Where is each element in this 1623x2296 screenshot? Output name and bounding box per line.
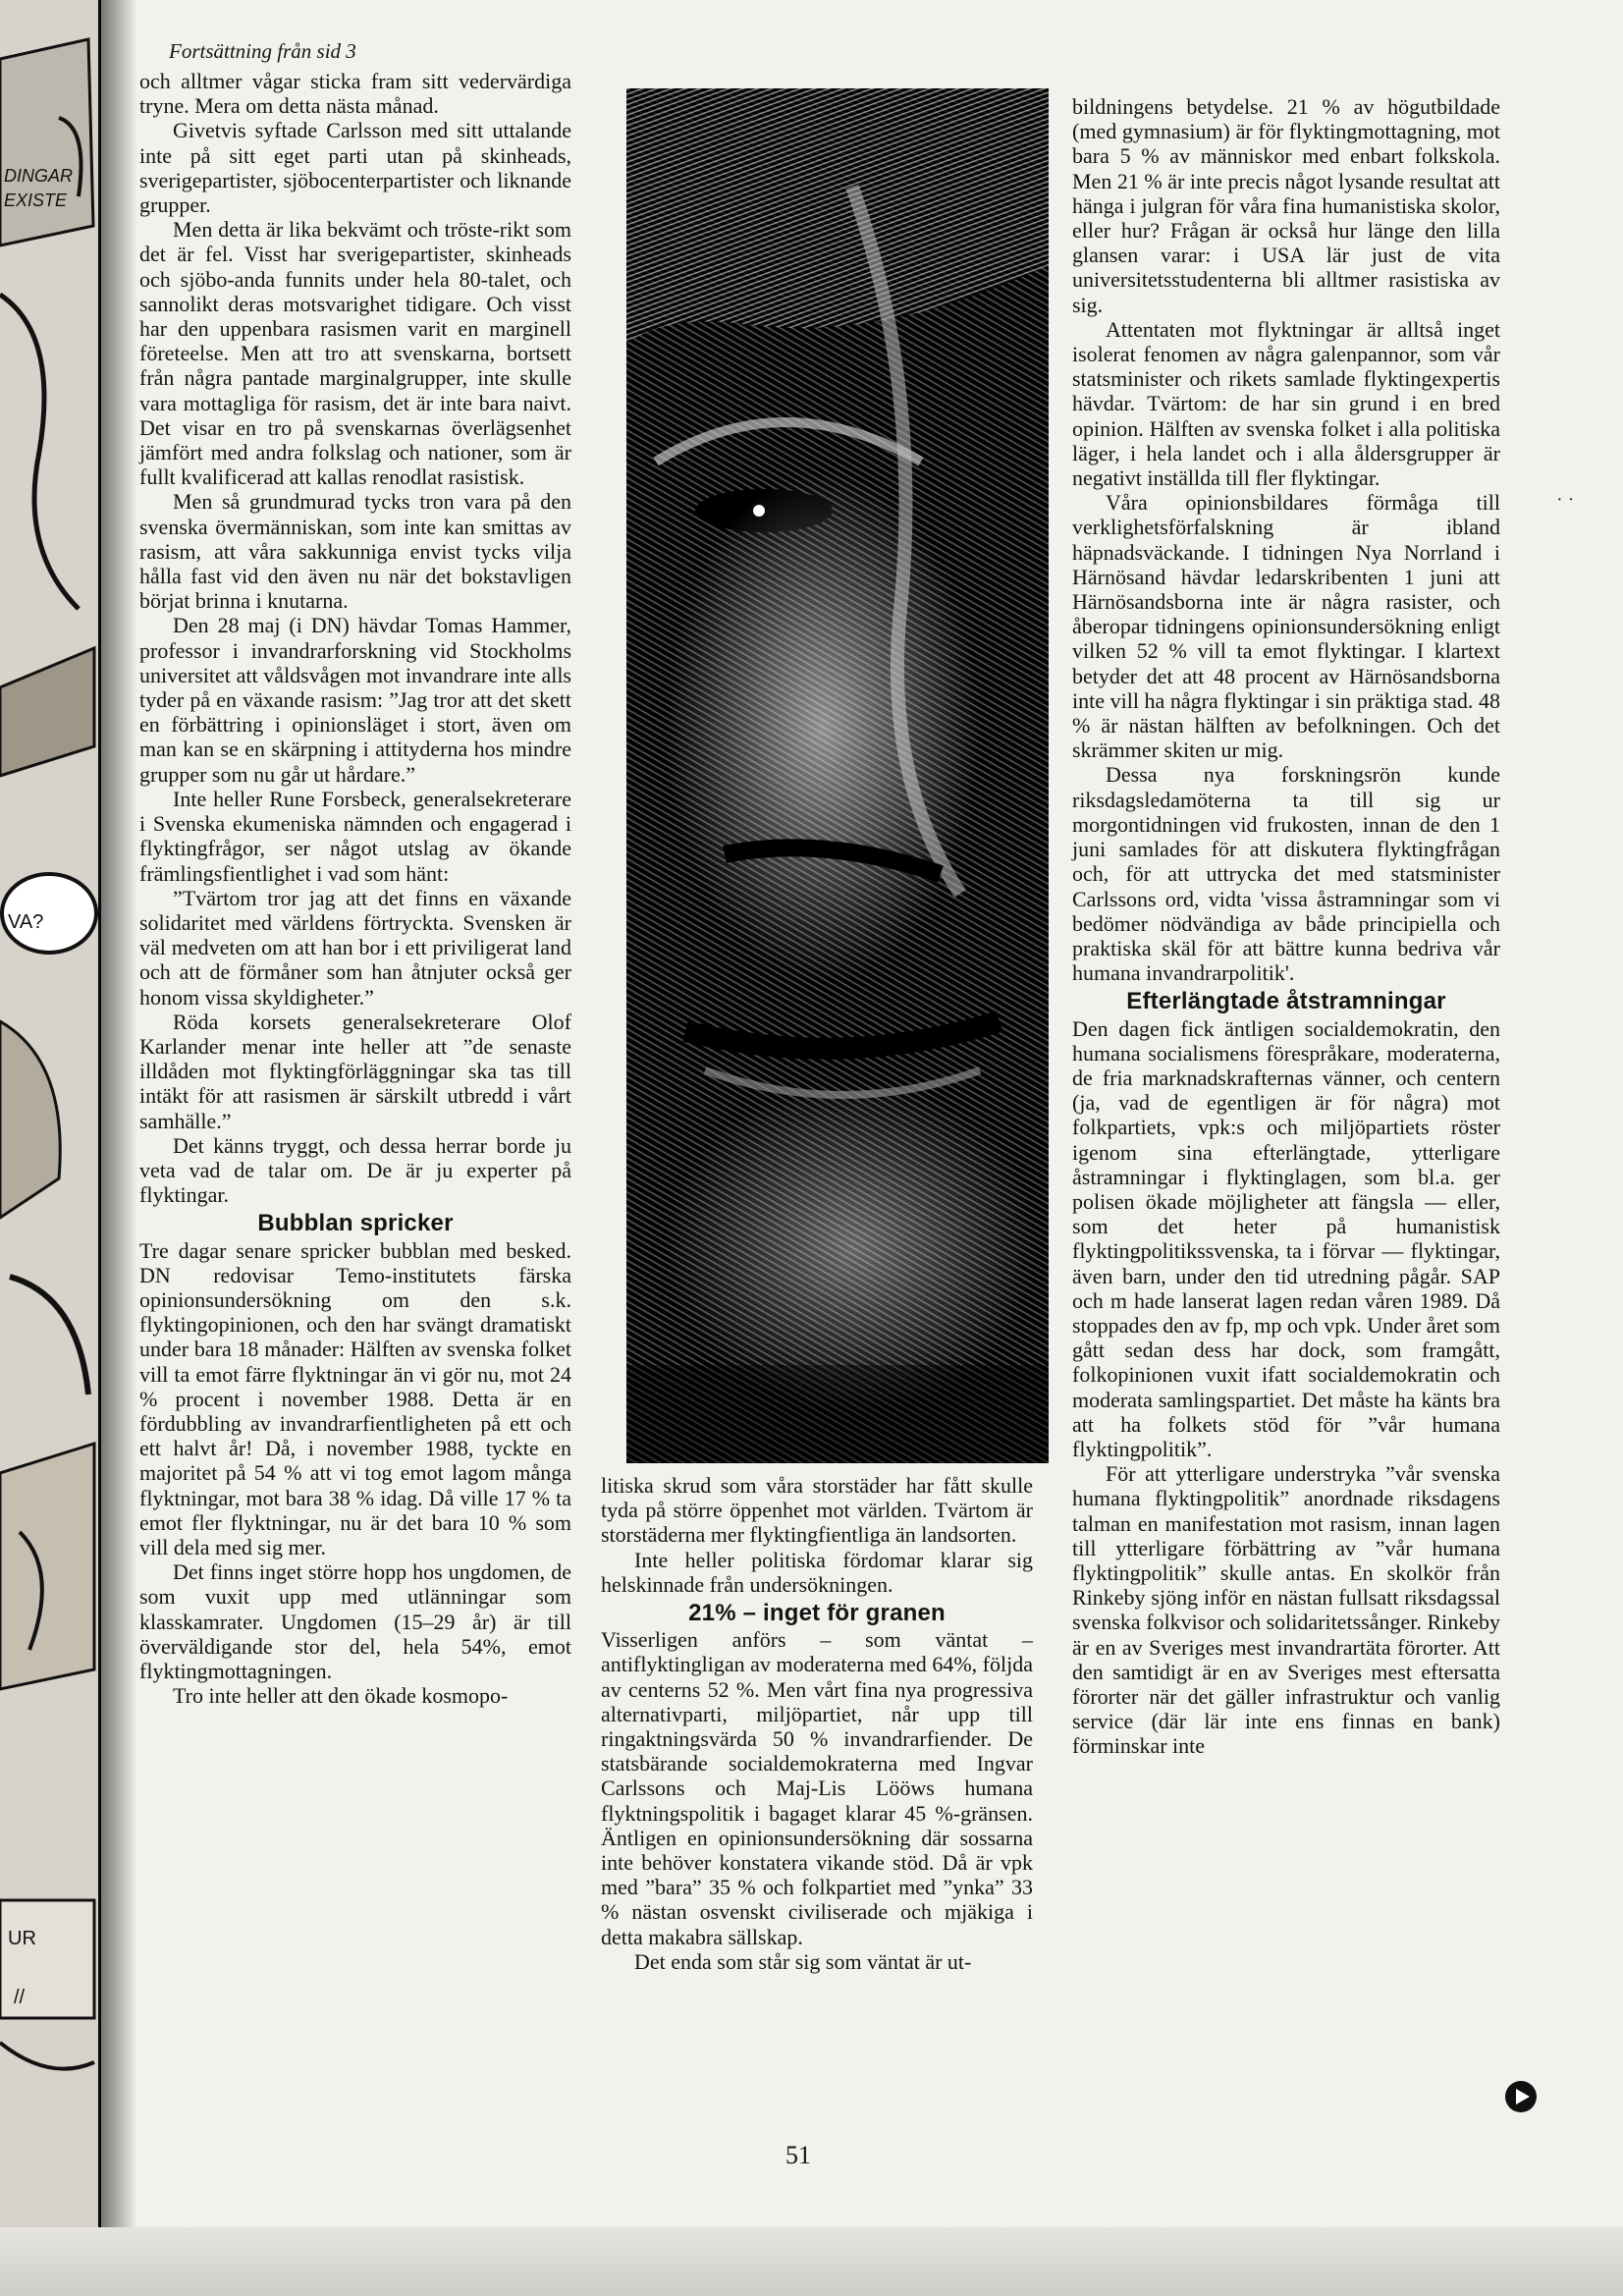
- gutter-shadow: [98, 0, 137, 2296]
- body-paragraph: Tro inte heller att den ökade kosmopo-: [173, 1683, 509, 1709]
- body-paragraph: bildningens betydelse. 21 % av högutbildade (med gymnasium) är för flyktingmottagning, mot bara 5 % av människor med enbart folkskola. Men 21 % är inte precis något lysande resultat att hänga i julgran för våra fina humanistiska skolor, eller hur? Frågan är också hur länge den lilla glansen varar: i USA lär just de vita universitetsstudenterna bli alltmer rasistiska av sig.: [1072, 94, 1500, 317]
- photo-artwork: [626, 88, 1049, 1463]
- svg-text://: //: [14, 1987, 26, 2008]
- face-halftone-photo: [626, 88, 1049, 1463]
- svg-text:DINGAR: DINGAR: [4, 166, 74, 186]
- body-paragraph: Det känns tryggt, och dessa herrar borde ju veta vad de talar om. De är ju experter på flyktingar.: [139, 1132, 571, 1208]
- section-heading: Efterlängtade åtstramningar: [1126, 988, 1446, 1015]
- scan-speck: · ·: [1556, 489, 1575, 511]
- body-paragraph: Den 28 maj (i DN) hävdar Tomas Hammer, professor i invandrarforskning vid Stockholms universitet att våldsvågen mot invandrare inte alls tyder på en växande rasism: ”Jag tror att det skett en förbättring i opinionsläget i stort, även om man kan se en skärpning i attityderna hos mindre grupper som nu går ut hårdare.”: [139, 613, 571, 787]
- body-paragraph: Det finns inget större hopp hos ungdomen, de som vuxit upp med utlänningar som klasskamrater. Ungdomen (15–29 år) är till överväldigande stor del, hela 54%, emot flyktingmottagningen.: [139, 1559, 571, 1683]
- body-paragraph: Inte heller politiska fördomar klarar sig helskinnade från undersökningen.: [601, 1547, 1033, 1597]
- body-paragraph: litiska skrud som våra storstäder har fått skulle tyda på större öppenhet mot världen. Tvärtom är storstäderna mer flyktingfientliga än landsorten.: [601, 1473, 1033, 1548]
- body-paragraph: Inte heller Rune Forsbeck, generalsekreterare i Svenska ekumeniska nämnden och engagerad i flyktingfrågor, ser något utslag av ökande främlingsfientlighet i vad som hänt:: [139, 786, 571, 886]
- text-column-3: [1072, 94, 1500, 1759]
- body-paragraph: För att ytterligare understryka ”vår svenska humana flyktingpolitik” anordnade riksdagens talman en manifestation mot rasism, innan lagen till ytterligare förbättring av ”vår humana flyktingpolitik” skulle antas. En skolkör från Rinkeby sjöng inför en nästan fullsatt riksdagssal svenska folkvisor och solidaritetssånger. Rinkeby är en av Sveriges mest invandrartäta förorter. Att den samtidigt är en av Sveriges mest eftersatta förorter när det gäller infrastruktur och vanlig service (där lär inte ens finnas en bank) förminskar inte: [1072, 1461, 1500, 1759]
- body-paragraph: Våra opinionsbildares förmåga till verklighetsförfalskning är ibland häpnadsväckande. I tidningen Nya Norrland i Härnösand hävdar ledarskribenten 1 juni att Härnösandsborna inte är några rasister, och åberopar tidningens opinionsundersökning enligt vilken 52 % vill ta emot flyktingar. I klartext betyder det att 48 procent av Härnösandsborna inte vill ha några flyktingar i sin präktiga stad. 48 % är nästan hälften av befolkningen. Och det skrämmer skiten ur mig.: [1072, 490, 1500, 763]
- body-paragraph: Den dagen fick äntligen socialdemokratin, den humana socialismens förespråkare, moderaterna, de fria marknadskrafternas vänner, och centern (ja, vad de egentligen är för några) mot folkpartiets, vpk:s och miljöpartiets röster igenom sina efterlängtade, ytterligare åstramningar i flyktinglagen, som bl.a. ger polisen ökade möjligheter att fängsla — eller, som det heter på humanistisk flyktingpolitikssvenska, ta i förvar — flyktingar, även barn, under den tid utredning pågår. SAP och m hade lanserat lagen redan våren 1989. Då stoppades den av fp, mp och vpk. Under året som gått sedan dess har dock, som framgått, folkopinionen vuxit ifatt socialdemokratin och moderata samlingspartiet. Det måste ha känts bra att ha folkets stöd för ”vår humana flyktingpolitik”.: [1072, 1015, 1500, 1461]
- body-paragraph: Men detta är lika bekvämt och tröste-rikt som det är fel. Visst har sverigepartister, skinheads och sjöbo-anda funnits under hela 80-talet, och sannolikt deras motsvarighet tidigare. Och visst har den uppenbara rasismen varit en marginell företeelse. Men att tro att svenskarna, bortsett från några pantade marginalgrupper, inte skulle vara mottagliga för rasism, det är inte bara naivt. Det visar en tro på svenskarnas överlägsenhet jämfört med andra folkslag och nationer, som är fullt kvalificerad att kallas renodlat rasistisk.: [139, 217, 571, 490]
- svg-text:EXISTE: EXISTE: [4, 191, 68, 210]
- body-paragraph: Dessa nya forskningsrön kunde riksdagsledamöterna ta till sig ur morgontidningen vid frukosten, innan de den 1 juni samlades för att diskutera flyktingfrågan och, för att uttrycka det med statsminister Carlssons ord, vidta 'vissa åstramningar som vi bedömer nödvändiga av både principiella och praktiska skäl för att bättre kunna bedriva vår humana invandrarpolitik'.: [1072, 762, 1500, 986]
- page-number: 51: [785, 2141, 811, 2169]
- section-heading: 21% – inget för granen: [688, 1600, 946, 1627]
- body-paragraph: ”Tvärtom tror jag att det finns en växande solidaritet med världens förtryckta. Svensken är väl medveten om att han bor i ett priviligerat land och att de förmåner som han åtnjuter också ger honom vissa skyldigheter.”: [139, 885, 571, 1010]
- comic-artwork: [0, 0, 98, 2296]
- body-paragraph: Visserligen anförs – som väntat – antiflyktingligan av moderaterna med 64%, följda av centerns 52 %. Men vårt fina nya progressiva alternativparti, miljöpartiet, når upp till ringaktningsvärda 50 % invandrarfiender. De statsbärande socialdemokraterna med Ingvar Carlssons och Maj-Lis Lööws humana flyktningspolitik i bagaget klarar 45 %-gränsen. Äntligen en opinionsundersökning där sossarna inte behöver konstatera vikande stöd. Då är vpk med ”bara” 35 % och folkpartiet med ”ynka” 33 % nästan osvenskt civiliserade och mjäkiga i detta makabra sällskap.: [601, 1627, 1033, 1949]
- comic-strip-bleed: [0, 0, 101, 2296]
- text-column-1: [139, 69, 571, 1708]
- body-paragraph: Givetvis syftade Carlsson med sitt uttalande inte på sitt eget parti utan på skinheads, sverigepartister, sjöbocenterpartister och liknande grupper.: [139, 118, 571, 218]
- svg-text:VA?: VA?: [8, 911, 44, 933]
- svg-text:UR: UR: [8, 1928, 36, 1949]
- continue-arrow-icon: [1504, 2080, 1538, 2113]
- body-paragraph: Tre dagar senare spricker bubblan med besked. DN redovisar Temo-institutets färska opinionsundersökning om den s.k. flyktingopinionen, och den har svängt dramatiskt under bara 18 månader: Hälften av svenska folket vill ta emot färre flyktningar än vi gör nu, mot 24 % procent i november 1988. Detta är en fördubbling av invandrarfientligheten på ett och ett halvt år! Då, i november 1988, tyckte en majoritet på 54 % att vi tog emot lagom många flyktningar, mot bara 38 % idag. Då ville 17 % ta emot fler flyktningar, nu är det bara 10 % som vill dela med sig mer.: [139, 1237, 571, 1559]
- text-column-2: [601, 1473, 1033, 1974]
- body-paragraph: Men så grundmurad tycks tron vara på den svenska övermänniskan, som inte kan smittas av rasism, att våra sakkunniga envist tycks vilja hålla fast vid den även nu när det bokstavligen börjat brinna i knutarna.: [139, 489, 571, 614]
- body-paragraph: Det enda som står sig som väntat är ut-: [634, 1948, 972, 1974]
- section-heading: Bubblan spricker: [257, 1210, 454, 1237]
- body-paragraph: och alltmer vågar sticka fram sitt vedervärdiga tryne. Mera om detta nästa månad.: [139, 69, 571, 119]
- body-paragraph: Attentaten mot flyktningar är alltså inget isolerat fenomen av några galenpannor, som vår statsminister och rikets samlade flyktingexpertis hävdar. Tvärtom: de har sin grund i en bred opinion. Hälften av svenska folket i alla politiska läger, i hela landet och i alla åldersgrupper är negativt inställda till fler flyktingar.: [1072, 316, 1500, 491]
- continued-from-label: Fortsättning från sid 3: [169, 39, 356, 63]
- body-paragraph: Röda korsets generalsekreterare Olof Karlander menar inte heller att ”de senaste illdåden mot flyktingförläggningar ska tas till intäkt för att rasismen är särskilt utbredd i vårt samhälle.”: [139, 1009, 571, 1133]
- scan-bottom-edge: [0, 2227, 1623, 2296]
